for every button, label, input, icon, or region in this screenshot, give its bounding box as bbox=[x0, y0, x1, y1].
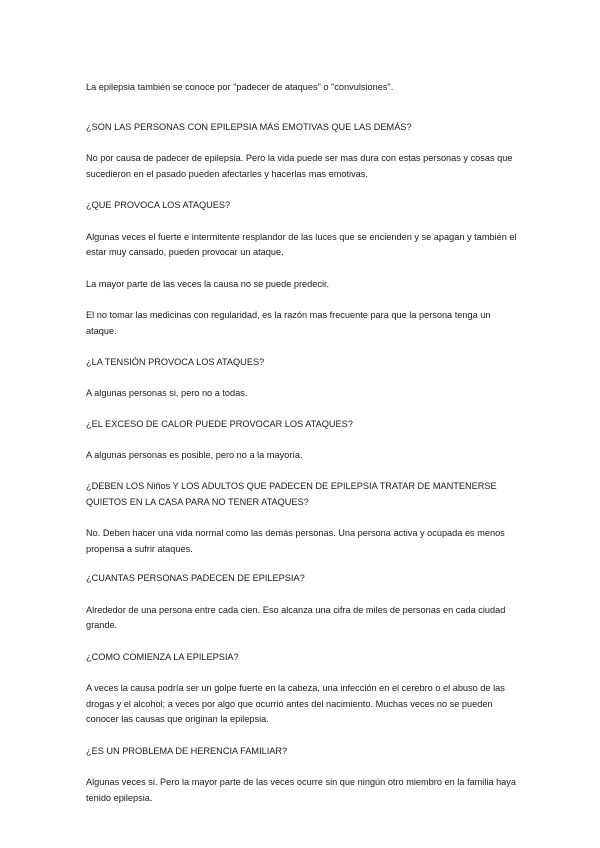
section-paragraph: A veces la causa podría ser un golpe fuerte en la cabeza, una infección en el cerebro o el abuso de las drogas y el alcohol; a veces por algo que ocurrió antes del nacimiento. Muchas veces no se pueden conocer las causas que originan la epilepsia. bbox=[86, 683, 505, 724]
section-heading: ¿ES UN PROBLEMA DE HERENCIA FAMILIAR? bbox=[86, 745, 288, 756]
section-paragraph: Alrededor de una persona entre cada cien. Eso alcanza una cifra de miles de personas en cada ciudad grande. bbox=[86, 604, 506, 630]
section-heading: ¿COMO COMIENZA LA EPILEPSIA? bbox=[86, 651, 239, 662]
section-paragraph: Algunas veces el fuerte e intermitente resplandor de las luces que se encienden y se apagan y también el estar muy cansado, pueden provocar un ataque. bbox=[86, 231, 517, 257]
section-heading: ¿SON LAS PERSONAS CON EPILEPSIA MÁS EMOTIVAS QUE LAS DEMÁS? bbox=[86, 121, 412, 132]
section-heading: ¿DEBEN LOS Niños Y LOS ADULTOS QUE PADECEN DE EPILEPSIA TRATAR DE MANTENERSE QUIETOS EN LA CASA PARA NO TENER ATAQUES? bbox=[86, 481, 497, 507]
section-heading: ¿LA TENSIÓN PROVOCA LOS ATAQUES? bbox=[86, 357, 265, 367]
section-heading: ¿CUANTAS PERSONAS PADECEN DE EPILEPSIA? bbox=[86, 573, 305, 583]
document-page bbox=[86, 80, 518, 806]
section-heading: ¿EL EXCESO DE CALOR PUEDE PROVOCAR LOS ATAQUES? bbox=[86, 419, 353, 429]
intro-paragraph: La epilepsia también se conoce por "padecer de ataques" o "convulsiones". bbox=[86, 82, 394, 92]
section-paragraph: El no tomar las medicinas con regularidad, es la razón mas frecuente para que la persona tenga un ataque. bbox=[86, 310, 491, 336]
section-paragraph: A algunas personas si, pero no a todas. bbox=[86, 387, 248, 398]
section-paragraph: La mayor parte de las veces la causa no se puede predecir. bbox=[86, 278, 330, 289]
section-paragraph: No. Deben hacer una vida normal como las demás personas. Una persona activa y ocupada es menos propensa a sufrir ataques. bbox=[86, 528, 505, 554]
section-paragraph: A algunas personas es posible, pero no a la mayoría. bbox=[86, 449, 303, 460]
section-paragraph: Algunas veces si. Pero la mayor parte de las veces ocurre sin que ningún otro miembro en la familia haya tenido epilepsia. bbox=[86, 777, 516, 803]
section-heading: ¿QUE PROVOCA LOS ATAQUES? bbox=[86, 200, 231, 210]
section-paragraph: No por causa de padecer de epilepsia. Pero la vida puede ser mas dura con estas personas y cosas que sucedieron en el pasado pueden afectarles y hacerlas mas emotivas. bbox=[86, 153, 513, 179]
